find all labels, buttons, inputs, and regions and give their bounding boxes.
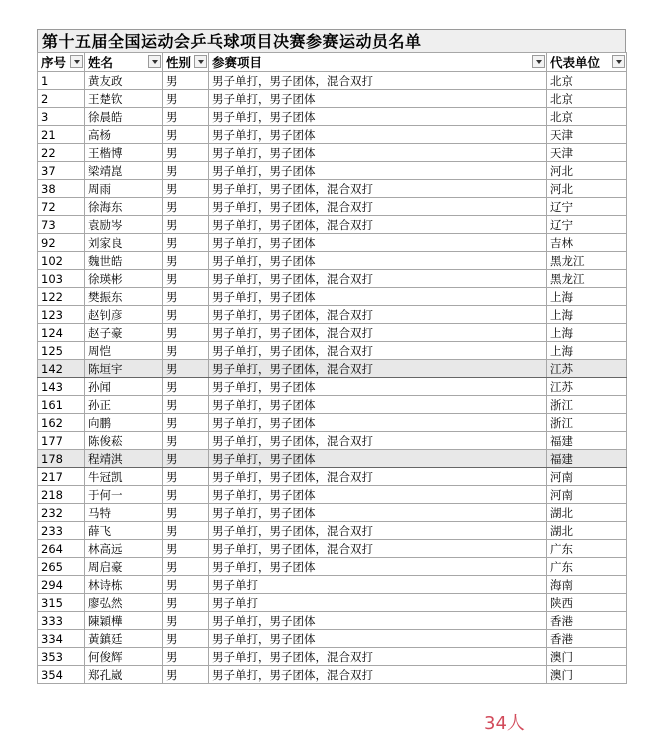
cell-events[interactable]: 男子单打，男子团体，混合双打 [209,306,547,324]
cell-events[interactable]: 男子单打，男子团体 [209,288,547,306]
cell-team[interactable]: 吉林 [547,234,627,252]
cell-gender[interactable]: 男 [163,198,209,216]
cell-number[interactable]: 3 [38,108,85,126]
cell-name[interactable]: 林诗栋 [85,576,163,594]
cell-gender[interactable]: 男 [163,504,209,522]
table-row[interactable] [38,306,627,324]
cell-number[interactable]: 218 [38,486,85,504]
cell-number[interactable]: 333 [38,612,85,630]
table-row[interactable] [38,108,627,126]
table-row[interactable] [38,342,627,360]
table-row[interactable] [38,630,627,648]
cell-name[interactable]: 廖弘然 [85,594,163,612]
table-row[interactable] [38,216,627,234]
cell-gender[interactable]: 男 [163,594,209,612]
count-annotation: 34人 [484,713,525,734]
cell-team[interactable]: 广东 [547,558,627,576]
cell-name[interactable]: 刘家良 [85,234,163,252]
cell-events[interactable]: 男子单打，男子团体 [209,144,547,162]
cell-team[interactable]: 辽宁 [547,198,627,216]
cell-team[interactable]: 广东 [547,540,627,558]
cell-team[interactable]: 福建 [547,450,627,468]
table-row[interactable] [38,432,627,450]
cell-number[interactable]: 122 [38,288,85,306]
cell-name[interactable]: 陳穎樺 [85,612,163,630]
cell-name[interactable]: 赵钊彦 [85,306,163,324]
col-header-gender[interactable]: 性别 [163,53,209,72]
col-header-name[interactable]: 姓名 [85,53,163,72]
cell-number[interactable]: 294 [38,576,85,594]
filter-dropdown-icon[interactable] [70,55,83,68]
cell-gender[interactable]: 男 [163,72,209,90]
col-header-team[interactable]: 代表单位 [547,53,627,72]
cell-name[interactable]: 何俊辉 [85,648,163,666]
cell-name[interactable]: 赵子豪 [85,324,163,342]
cell-events[interactable]: 男子单打 [209,594,547,612]
cell-events[interactable]: 男子单打，男子团体，混合双打 [209,648,547,666]
cell-team[interactable]: 上海 [547,342,627,360]
cell-events[interactable]: 男子单打，男子团体，混合双打 [209,198,547,216]
cell-gender[interactable]: 男 [163,378,209,396]
cell-team[interactable]: 河南 [547,468,627,486]
cell-name[interactable]: 徐海东 [85,198,163,216]
cell-number[interactable]: 92 [38,234,85,252]
cell-team[interactable]: 福建 [547,432,627,450]
cell-events[interactable]: 男子单打，男子团体，混合双打 [209,342,547,360]
cell-number[interactable]: 232 [38,504,85,522]
cell-name[interactable]: 徐瑛彬 [85,270,163,288]
cell-number[interactable]: 334 [38,630,85,648]
cell-events[interactable]: 男子单打，男子团体 [209,90,547,108]
cell-gender[interactable]: 男 [163,558,209,576]
cell-events[interactable]: 男子单打，男子团体，混合双打 [209,468,547,486]
header-row [38,53,627,72]
table-row[interactable] [38,522,627,540]
table-row[interactable] [38,270,627,288]
cell-team[interactable]: 北京 [547,108,627,126]
cell-team[interactable]: 江苏 [547,378,627,396]
cell-gender[interactable]: 男 [163,180,209,198]
cell-name[interactable]: 梁靖崑 [85,162,163,180]
cell-number[interactable]: 21 [38,126,85,144]
cell-team[interactable]: 上海 [547,324,627,342]
table-row[interactable] [38,234,627,252]
cell-number[interactable]: 354 [38,666,85,684]
cell-team[interactable]: 河北 [547,180,627,198]
cell-name[interactable]: 薛飞 [85,522,163,540]
cell-events[interactable]: 男子单打，男子团体，混合双打 [209,360,547,378]
cell-number[interactable]: 265 [38,558,85,576]
cell-gender[interactable]: 男 [163,396,209,414]
cell-name[interactable]: 黄友政 [85,72,163,90]
cell-name[interactable]: 袁励岑 [85,216,163,234]
cell-events[interactable]: 男子单打，男子团体，混合双打 [209,540,547,558]
sheet-title: 第十五届全国运动会乒乓球项目决赛参赛运动员名单 [37,29,626,52]
cell-events[interactable]: 男子单打，男子团体 [209,486,547,504]
cell-name[interactable]: 魏世皓 [85,252,163,270]
cell-events[interactable]: 男子单打，男子团体，混合双打 [209,72,547,90]
cell-name[interactable]: 黃鎮廷 [85,630,163,648]
table-row[interactable] [38,594,627,612]
cell-number[interactable]: 353 [38,648,85,666]
cell-gender[interactable]: 男 [163,360,209,378]
cell-gender[interactable]: 男 [163,252,209,270]
table-row[interactable] [38,612,627,630]
cell-team[interactable]: 陕西 [547,594,627,612]
cell-team[interactable]: 北京 [547,90,627,108]
cell-name[interactable]: 孙正 [85,396,163,414]
cell-events[interactable]: 男子单打，男子团体 [209,630,547,648]
cell-number[interactable]: 217 [38,468,85,486]
cell-events[interactable]: 男子单打，男子团体，混合双打 [209,180,547,198]
cell-events[interactable]: 男子单打，男子团体，混合双打 [209,270,547,288]
cell-number[interactable]: 73 [38,216,85,234]
spreadsheet [37,29,626,684]
cell-name[interactable]: 牛冠凯 [85,468,163,486]
table-row[interactable] [38,198,627,216]
cell-events[interactable]: 男子单打，男子团体，混合双打 [209,666,547,684]
table-row[interactable] [38,414,627,432]
table-row[interactable] [38,540,627,558]
cell-number[interactable]: 38 [38,180,85,198]
cell-team[interactable]: 香港 [547,612,627,630]
cell-gender[interactable]: 男 [163,126,209,144]
cell-events[interactable]: 男子单打，男子团体 [209,234,547,252]
cell-gender[interactable]: 男 [163,450,209,468]
table-row[interactable] [38,288,627,306]
cell-name[interactable]: 陈俊菘 [85,432,163,450]
table-row[interactable] [38,252,627,270]
cell-name[interactable]: 徐晨皓 [85,108,163,126]
cell-number[interactable]: 72 [38,198,85,216]
cell-events[interactable]: 男子单打 [209,576,547,594]
cell-gender[interactable]: 男 [163,432,209,450]
cell-number[interactable]: 103 [38,270,85,288]
cell-number[interactable]: 162 [38,414,85,432]
cell-team[interactable]: 海南 [547,576,627,594]
table-row[interactable] [38,126,627,144]
cell-gender[interactable]: 男 [163,90,209,108]
table-row[interactable] [38,90,627,108]
table-row[interactable] [38,468,627,486]
cell-name[interactable]: 向鹏 [85,414,163,432]
cell-number[interactable]: 124 [38,324,85,342]
cell-number[interactable]: 22 [38,144,85,162]
cell-number[interactable]: 161 [38,396,85,414]
cell-gender[interactable]: 男 [163,216,209,234]
cell-team[interactable]: 浙江 [547,414,627,432]
cell-team[interactable]: 河北 [547,162,627,180]
cell-number[interactable]: 37 [38,162,85,180]
cell-events[interactable]: 男子单打，男子团体 [209,558,547,576]
cell-events[interactable]: 男子单打，男子团体 [209,612,547,630]
cell-gender[interactable]: 男 [163,270,209,288]
cell-gender[interactable]: 男 [163,576,209,594]
cell-gender[interactable]: 男 [163,522,209,540]
cell-gender[interactable]: 男 [163,234,209,252]
athlete-table [37,52,627,684]
cell-name[interactable]: 于何一 [85,486,163,504]
cell-team[interactable]: 辽宁 [547,216,627,234]
cell-events[interactable]: 男子单打，男子团体 [209,450,547,468]
cell-number[interactable]: 264 [38,540,85,558]
cell-team[interactable]: 上海 [547,306,627,324]
cell-gender[interactable]: 男 [163,108,209,126]
cell-events[interactable]: 男子单打，男子团体，混合双打 [209,432,547,450]
table-row[interactable] [38,360,627,378]
cell-events[interactable]: 男子单打，男子团体，混合双打 [209,324,547,342]
cell-name[interactable]: 郑孔崴 [85,666,163,684]
cell-name[interactable]: 程靖淇 [85,450,163,468]
cell-events[interactable]: 男子单打，男子团体，混合双打 [209,216,547,234]
table-row[interactable] [38,666,627,684]
cell-gender[interactable]: 男 [163,324,209,342]
cell-gender[interactable]: 男 [163,666,209,684]
filter-dropdown-icon[interactable] [194,55,207,68]
cell-team[interactable]: 浙江 [547,396,627,414]
cell-gender[interactable]: 男 [163,468,209,486]
cell-name[interactable]: 周雨 [85,180,163,198]
cell-team[interactable]: 江苏 [547,360,627,378]
table-row[interactable] [38,162,627,180]
table-row[interactable] [38,504,627,522]
cell-name[interactable]: 林高远 [85,540,163,558]
cell-number[interactable]: 233 [38,522,85,540]
cell-team[interactable]: 天津 [547,144,627,162]
cell-events[interactable]: 男子单打，男子团体 [209,504,547,522]
cell-number[interactable]: 143 [38,378,85,396]
cell-team[interactable]: 黑龙江 [547,270,627,288]
table-row[interactable] [38,486,627,504]
cell-team[interactable]: 天津 [547,126,627,144]
cell-gender[interactable]: 男 [163,144,209,162]
cell-name[interactable]: 王楚钦 [85,90,163,108]
table-row[interactable] [38,450,627,468]
cell-gender[interactable]: 男 [163,306,209,324]
cell-team[interactable]: 上海 [547,288,627,306]
table-row[interactable] [38,144,627,162]
cell-number[interactable]: 1 [38,72,85,90]
table-row[interactable] [38,396,627,414]
cell-name[interactable]: 高杨 [85,126,163,144]
table-row[interactable] [38,324,627,342]
cell-number[interactable]: 315 [38,594,85,612]
cell-team[interactable]: 河南 [547,486,627,504]
cell-name[interactable]: 樊振东 [85,288,163,306]
cell-name[interactable]: 孙闻 [85,378,163,396]
cell-number[interactable]: 177 [38,432,85,450]
cell-events[interactable]: 男子单打，男子团体 [209,126,547,144]
cell-team[interactable]: 黑龙江 [547,252,627,270]
cell-team[interactable]: 北京 [547,72,627,90]
cell-name[interactable]: 周恺 [85,342,163,360]
table-row[interactable] [38,180,627,198]
cell-name[interactable]: 王楷博 [85,144,163,162]
cell-team[interactable]: 香港 [547,630,627,648]
filter-dropdown-icon[interactable] [148,55,161,68]
cell-events[interactable]: 男子单打，男子团体 [209,162,547,180]
cell-events[interactable]: 男子单打，男子团体 [209,396,547,414]
cell-number[interactable]: 125 [38,342,85,360]
cell-team[interactable]: 澳门 [547,666,627,684]
cell-gender[interactable]: 男 [163,486,209,504]
cell-gender[interactable]: 男 [163,288,209,306]
filter-dropdown-icon[interactable] [532,55,545,68]
cell-name[interactable]: 陈垣宇 [85,360,163,378]
filter-dropdown-icon[interactable] [612,55,625,68]
cell-number[interactable]: 123 [38,306,85,324]
table-row[interactable] [38,72,627,90]
cell-gender[interactable]: 男 [163,630,209,648]
cell-gender[interactable]: 男 [163,648,209,666]
cell-team[interactable]: 澳门 [547,648,627,666]
table-row[interactable] [38,648,627,666]
cell-name[interactable]: 周启豪 [85,558,163,576]
cell-gender[interactable]: 男 [163,342,209,360]
col-header-number[interactable]: 序号 [38,53,85,72]
table-row[interactable] [38,576,627,594]
cell-number[interactable]: 2 [38,90,85,108]
cell-gender[interactable]: 男 [163,162,209,180]
cell-events[interactable]: 男子单打，男子团体 [209,414,547,432]
table-row[interactable] [38,558,627,576]
cell-gender[interactable]: 男 [163,612,209,630]
cell-number[interactable]: 102 [38,252,85,270]
cell-name[interactable]: 马特 [85,504,163,522]
cell-gender[interactable]: 男 [163,540,209,558]
cell-events[interactable]: 男子单打，男子团体，混合双打 [209,522,547,540]
col-header-events[interactable]: 参赛项目 [209,53,547,72]
cell-gender[interactable]: 男 [163,414,209,432]
cell-number[interactable]: 142 [38,360,85,378]
cell-team[interactable]: 湖北 [547,522,627,540]
cell-events[interactable]: 男子单打，男子团体 [209,108,547,126]
cell-events[interactable]: 男子单打，男子团体 [209,378,547,396]
table-row[interactable] [38,378,627,396]
cell-events[interactable]: 男子单打，男子团体 [209,252,547,270]
cell-number[interactable]: 178 [38,450,85,468]
cell-team[interactable]: 湖北 [547,504,627,522]
